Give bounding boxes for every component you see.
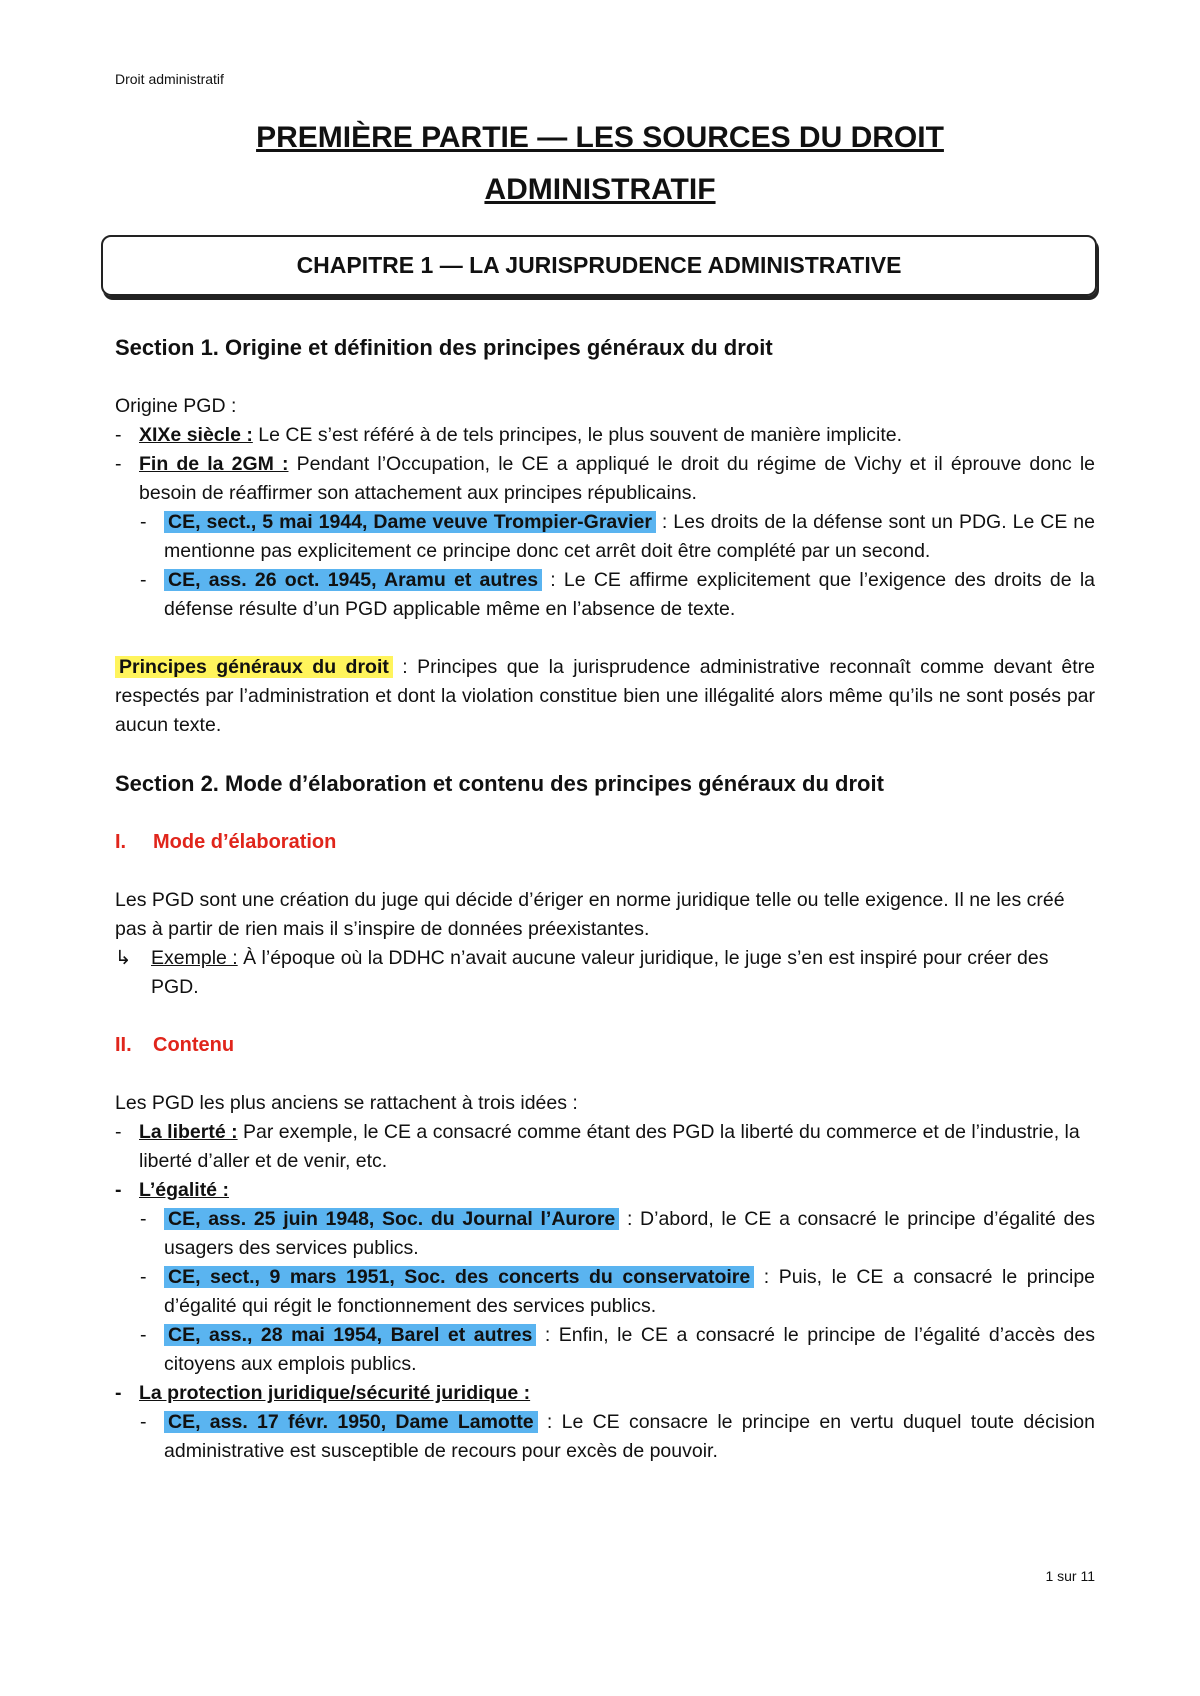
list-item-label: La liberté : [139,1121,238,1143]
page-header: Droit administratif [115,71,224,87]
part-i-heading [115,828,1095,857]
case-highlight: CE, sect., 5 mai 1944, Dame veuve Trompier-Gravier [164,511,656,533]
part-title-line-2: ADMINISTRATIF [484,173,716,206]
case-text: : Les droits de la défense sont un PDG. Le CE ne mentionne pas explicitement ce principe donc cet arrêt doit être complété par un second. [164,511,1095,562]
part-title-line-1: PREMIÈRE PARTIE — LES SOURCES DU DROIT [256,121,944,154]
case-text: : D’abord, le CE a consacré le principe d’égalité des usagers des services publics. [164,1208,1095,1259]
pgd-definition [115,653,1095,740]
part-title: Contenu [153,1034,235,1056]
part-ii-heading [115,1031,1095,1060]
case-concerts-conservatoire [115,1263,1095,1321]
chapter-box [101,235,1097,296]
case-text: : Enfin, le CE a consacré le principe de l’égalité d’accès des citoyens aux emplois publics. [164,1324,1095,1375]
origine-pgd-intro: Origine PGD : [115,395,237,417]
list-item-egalite [115,1176,1095,1205]
list-item-label: La protection juridique/sécurité juridique : [139,1382,531,1404]
arrow-icon: ↳ [115,947,132,969]
case-highlight: CE, ass. 17 févr. 1950, Dame Lamotte [164,1411,538,1433]
list-item-fin-2gm [115,450,1095,508]
part-number: I. [115,831,127,853]
example-label: Exemple : [151,947,238,969]
part-ii-intro: Les PGD les plus anciens se rattachent à trois idées : [115,1092,578,1114]
part-title [115,112,1085,216]
example-text: À l’époque où la DDHC n’avait aucune valeur juridique, le juge s’en est inspiré pour créer des PGD. [151,947,1049,998]
case-text: : Puis, le CE a consacré le principe d’égalité qui régit le fonctionnement des services publics. [164,1266,1096,1317]
section-1-heading: Section 1. Origine et définition des principes généraux du droit [115,335,773,360]
example-item [115,944,1095,1002]
case-text: : Le CE affirme explicitement que l’exigence des droits de la défense résulte d’un PGD applicable même en l’absence de texte. [164,569,1095,620]
part-i-paragraph: Les PGD sont une création du juge qui décide d’ériger en norme juridique telle ou telle exigence. Il ne les créé pas à partir de rien mais il s’inspire de données préexistantes. [115,889,1065,940]
case-dame-lamotte [115,1408,1095,1466]
case-highlight: CE, ass. 25 juin 1948, Soc. du Journal l’Aurore [164,1208,619,1230]
definition-text: : Principes que la jurisprudence administrative reconnaît comme devant être respectés par l’administration et dont la violation constitue bien une illégalité alors même qu’ils ne sont posés par aucun texte. [115,656,1095,736]
case-aurore [115,1205,1095,1263]
list-item-label: XIXe siècle : [139,424,253,446]
case-highlight: CE, sect., 9 mars 1951, Soc. des concerts du conservatoire [164,1266,754,1288]
document-body [115,333,1095,1466]
list-item-xixe [115,421,1095,450]
page-number: 1 sur 11 [1045,1568,1095,1584]
section-2-heading: Section 2. Mode d’élaboration et contenu des principes généraux du droit [115,771,884,796]
list-item-liberte [115,1118,1095,1176]
case-highlight: CE, ass. 26 oct. 1945, Aramu et autres [164,569,542,591]
list-item-text: Par exemple, le CE a consacré comme étant des PGD la liberté du commerce et de l’industrie, la liberté d’aller et de venir, etc. [139,1121,1080,1172]
list-item-text: Le CE s’est référé à de tels principes, le plus souvent de manière implicite. [252,424,903,446]
case-trompier-gravier [115,508,1095,566]
part-title: Mode d’élaboration [153,831,337,853]
list-item-text: Pendant l’Occupation, le CE a appliqué le droit du régime de Vichy et il éprouve donc le besoin de réaffirmer son attachement aux principes républicains. [139,453,1095,504]
case-highlight: CE, ass., 28 mai 1954, Barel et autres [164,1324,536,1346]
case-barel [115,1321,1095,1379]
list-item-label: Fin de la 2GM : [139,453,289,475]
case-aramu [115,566,1095,624]
case-text: : Le CE consacre le principe en vertu duquel toute décision administrative est susceptible de recours pour excès de pouvoir. [164,1411,1095,1462]
definition-term: Principes généraux du droit [115,656,393,678]
part-number: II. [115,1034,132,1056]
chapter-title: CHAPITRE 1 — LA JURISPRUDENCE ADMINISTRATIVE [296,252,902,278]
list-item-protection [115,1379,1095,1408]
list-item-label: L’égalité : [139,1179,229,1201]
